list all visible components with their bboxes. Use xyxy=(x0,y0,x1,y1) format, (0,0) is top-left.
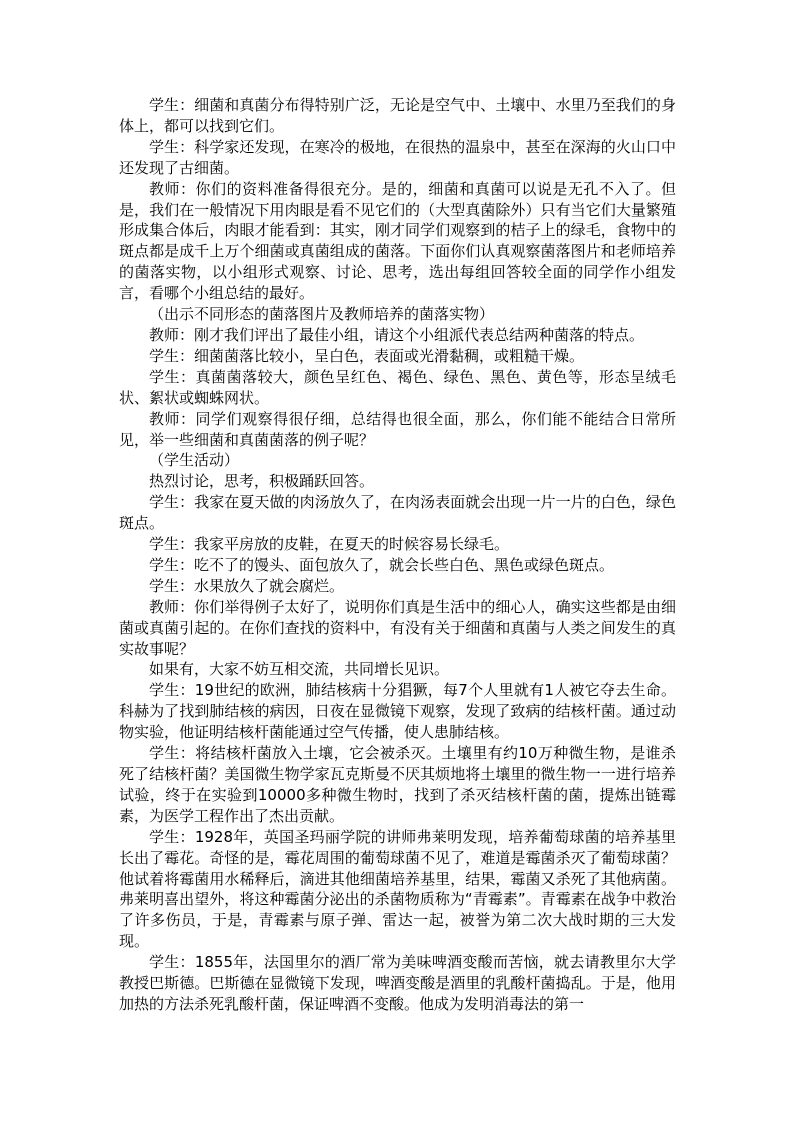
paragraph-1: 学生：细菌和真菌分布得特别广泛，无论是空气中、土壤中、水里乃至我们的身体上，都可以找到它们。 xyxy=(119,96,676,135)
paragraph-16: 如果有，大家不妨互相交流，共同增长见识。 xyxy=(149,660,450,679)
paragraph-11: 学生：我家在夏天做的肉汤放久了，在肉汤表面就会出现一片一片的白色，绿色斑点。 xyxy=(119,493,676,533)
paragraph-7: 学生：真菌菌落较大，颜色呈红色、褐色、绿色、黑色、黄色等，形态呈绒毛状、絮状或蜘蛛网状。 xyxy=(119,367,676,407)
paragraph-13: 学生：吃不了的馒头、面包放久了，就会长些白色、黑色或绿色斑点。 xyxy=(149,555,615,574)
document-page xyxy=(119,95,676,1015)
paragraph-8: 教师：同学们观察得很仔细，总结得也很全面，那么，你们能不能结合日常所见，举一些细菌和真菌菌落的例子呢？ xyxy=(119,409,676,449)
paragraph-2: 学生：科学家还发现，在寒冷的极地，在很热的温泉中，甚至在深海的火山口中还发现了古细菌。 xyxy=(119,137,676,177)
paragraph-12: 学生：我家平房放的皮鞋，在夏天的时候容易长绿毛。 xyxy=(149,535,510,554)
paragraph-3: 教师：你们的资料准备得很充分。是的，细菌和真菌可以说是无孔不入了。但是，我们在一般情况下用肉眼是看不见它们的（大型真菌除外）只有当它们大量繁殖形成集合体后，肉眼才能看到：其实，刚才同学们观察到的桔子上的绿毛，食物中的斑点都是成千上万个细菌或真菌组成的菌落。下面你们认真观察菌落图片和老师培养的菌落实物，以小组形式观察、讨论、思考，选出每组回答较全面的同学作小组发言，看哪个小组总结的最好。 xyxy=(119,179,676,303)
paragraph-15: 教师：你们举得例子太好了，说明你们真是生活中的细心人，确实这些都是由细菌或真菌引起的。在你们查找的资料中，有没有关于细菌和真菌与人类之间发生的真实故事呢？ xyxy=(119,597,676,658)
paragraph-14: 学生：水果放久了就会腐烂。 xyxy=(149,576,345,595)
paragraph-19: 学生：1928年，英国圣玛丽学院的讲师弗莱明发现，培养葡萄球菌的培养基里长出了霉花。奇怪的是，霉花周围的葡萄球菌不见了，难道是霉菌杀灭了葡萄球菌？他试着将霉菌用水稀释后，滴进其他细菌培养基里，结果，霉菌又杀死了其他病菌。弗莱明喜出望外，将这种霉菌分泌出的杀菌物质称为“青霉素”。青霉素在战争中救治了许多伤员，于是，青霉素与原子弹、雷达一起，被誉为第二次大战时期的三大发现。 xyxy=(119,827,676,951)
paragraph-18: 学生：将结核杆菌放入土壤，它会被杀灭。土壤里有约10万种微生物，是谁杀死了结核杆菌？美国微生物学家瓦克斯曼不厌其烦地将土壤里的微生物一一进行培养试验，终于在实验到10000多种微生物时，找到了杀灭结核杆菌的菌，提炼出链霉素，为医学工程作出了杰出贡献。 xyxy=(119,744,676,825)
paragraph-10: 热烈讨论，思考，积极踊跃回答。 xyxy=(149,472,375,491)
paragraph-17: 学生：19世纪的欧洲，肺结核病十分猖獗，每7个人里就有1人被它夺去生命。科赫为了找到肺结核的病因，日夜在显微镜下观察，发现了致病的结核杆菌。通过动物实验，他证明结核杆菌能通过空气传播，使人患肺结核。 xyxy=(119,681,676,742)
paragraph-5: 教师：刚才我们评出了最佳小组，请这个小组派代表总结两种菌落的特点。 xyxy=(149,325,645,344)
paragraph-6: 学生：细菌菌落比较小，呈白色，表面或光滑黏稠，或粗糙干燥。 xyxy=(149,346,585,365)
paragraph-20: 学生：1855年，法国里尔的酒厂常为美味啤酒变酸而苦恼，就去请教里尔大学教授巴斯德。巴斯德在显微镜下发现，啤酒变酸是酒里的乳酸杆菌捣乱。于是，他用加热的方法杀死乳酸杆菌，保证啤酒不变酸。他成为发明消毒法的第一 xyxy=(119,953,676,1013)
paragraph-4: （出示不同形态的菌落图片及教师培养的菌落实物） xyxy=(149,305,495,324)
paragraph-9: （学生活动） xyxy=(149,451,240,470)
